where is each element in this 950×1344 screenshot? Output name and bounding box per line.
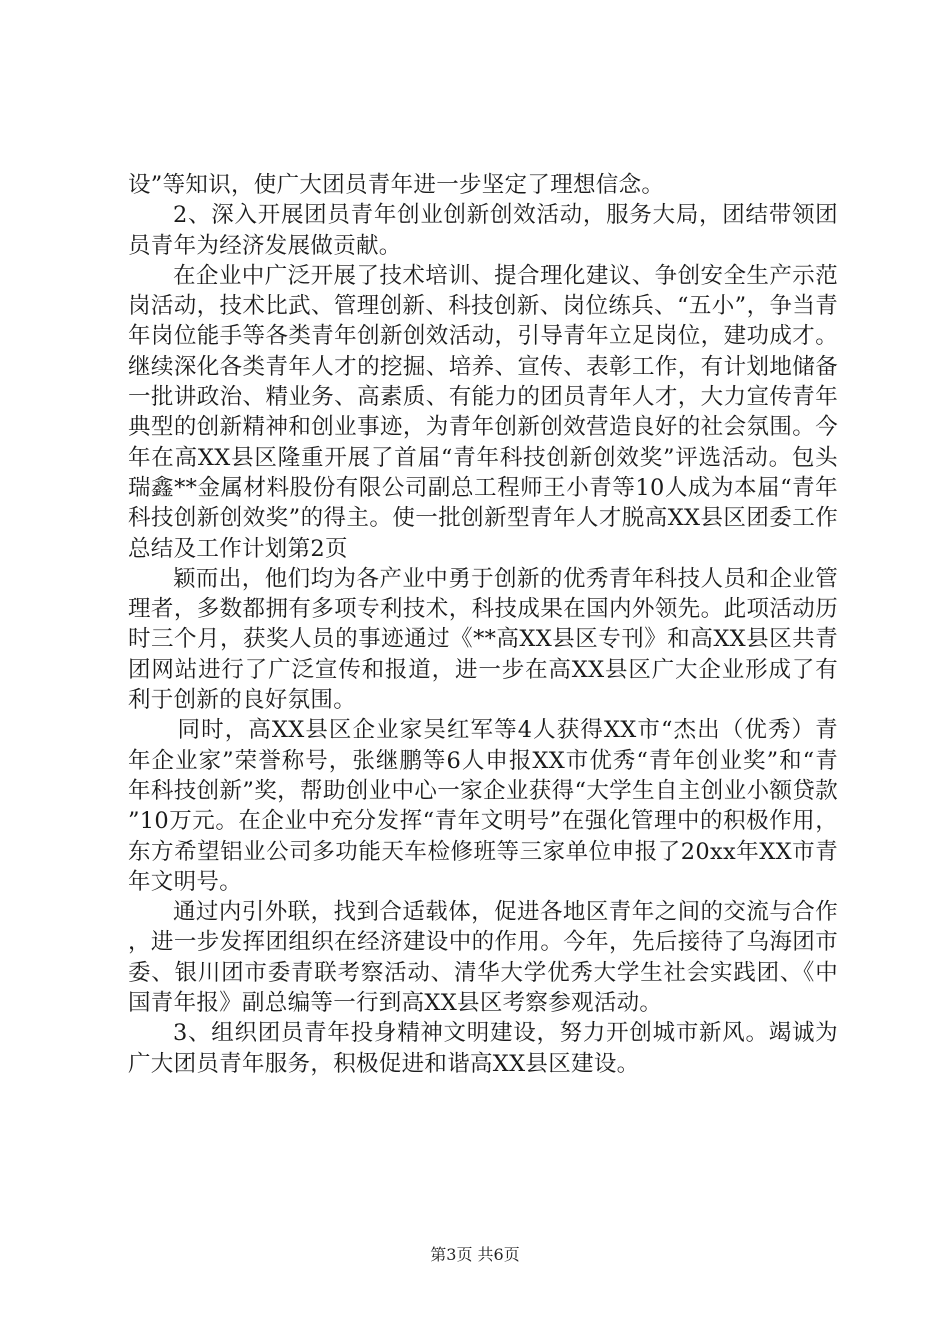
- page-footer: [0, 1245, 950, 1265]
- paragraph-section-3-heading: 3、组织团员青年投身精神文明建设，努力开创城市新风。竭诚为广大团员青年服务，积极促进和谐高XX县区建设。: [128, 1020, 838, 1077]
- paragraph-section-2-heading: 2、深入开展团员青年创业创新创效活动，服务大局，团结带领团员青年为经济发展做贡献。: [128, 202, 838, 259]
- document-body: [128, 170, 838, 1079]
- paragraph-award-results: 颖而出，他们均为各产业中勇于创新的优秀青年科技人员和企业管理者，多数都拥有多项专利技术，科技成果在国内外领先。此项活动历时三个月，获奖人员的事迹通过《**高XX县区专刊》和高XX县区共青团网站进行了广泛宣传和报道，进一步在高XX县区广大企业形成了有利于创新的良好氛围。: [128, 565, 838, 714]
- paragraph-continuation: 设”等知识，使广大团员青年进一步坚定了理想信念。: [128, 172, 665, 198]
- paragraph-entrepreneur-honors: 同时，高XX县区企业家吴红军等4人获得XX市“杰出（优秀）青年企业家”荣誉称号，张继鹏等6人申报XX市优秀“青年创业奖”和“青年科技创新”奖，帮助创业中心一家企业获得“大学生自主创业小额贷款”10万元。在企业中充分发挥“青年文明号”在强化管理中的积极作用，东方希望铝业公司多功能天车检修班等三家单位申报了20xx年XX市青年文明号。: [128, 717, 838, 895]
- paragraph-exchange-cooperation: 通过内引外联，找到合适载体，促进各地区青年之间的交流与合作，进一步发挥团组织在经济建设中的作用。今年，先后接待了乌海团市委、银川团市委青联考察活动、清华大学优秀大学生社会实践团、《中国青年报》副总编等一行到高XX县区考察参观活动。: [128, 899, 838, 1017]
- paragraph-innovation-activities: 在企业中广泛开展了技术培训、提合理化建议、争创安全生产示范岗活动，技术比武、管理创新、科技创新、岗位练兵、“五小”，争当青年岗位能手等各类青年创新创效活动，引导青年立足岗位，建功成才。继续深化各类青年人才的挖掘、培养、宣传、表彰工作，有计划地储备一批讲政治、精业务、高素质、有能力的团员青年人才，大力宣传青年典型的创新精神和创业事迹，为青年创新创效营造良好的社会氛围。今年在高XX县区隆重开展了首届“青年科技创新创效奖”评选活动。包头瑞鑫**金属材料股份有限公司副总工程师王小青等10人成为本届“青年科技创新创效奖”的得主。使一批创新型青年人才脱高XX县区团委工作总结及工作计划第2页: [128, 262, 838, 562]
- page-number-label: 第3页 共6页: [430, 1245, 520, 1264]
